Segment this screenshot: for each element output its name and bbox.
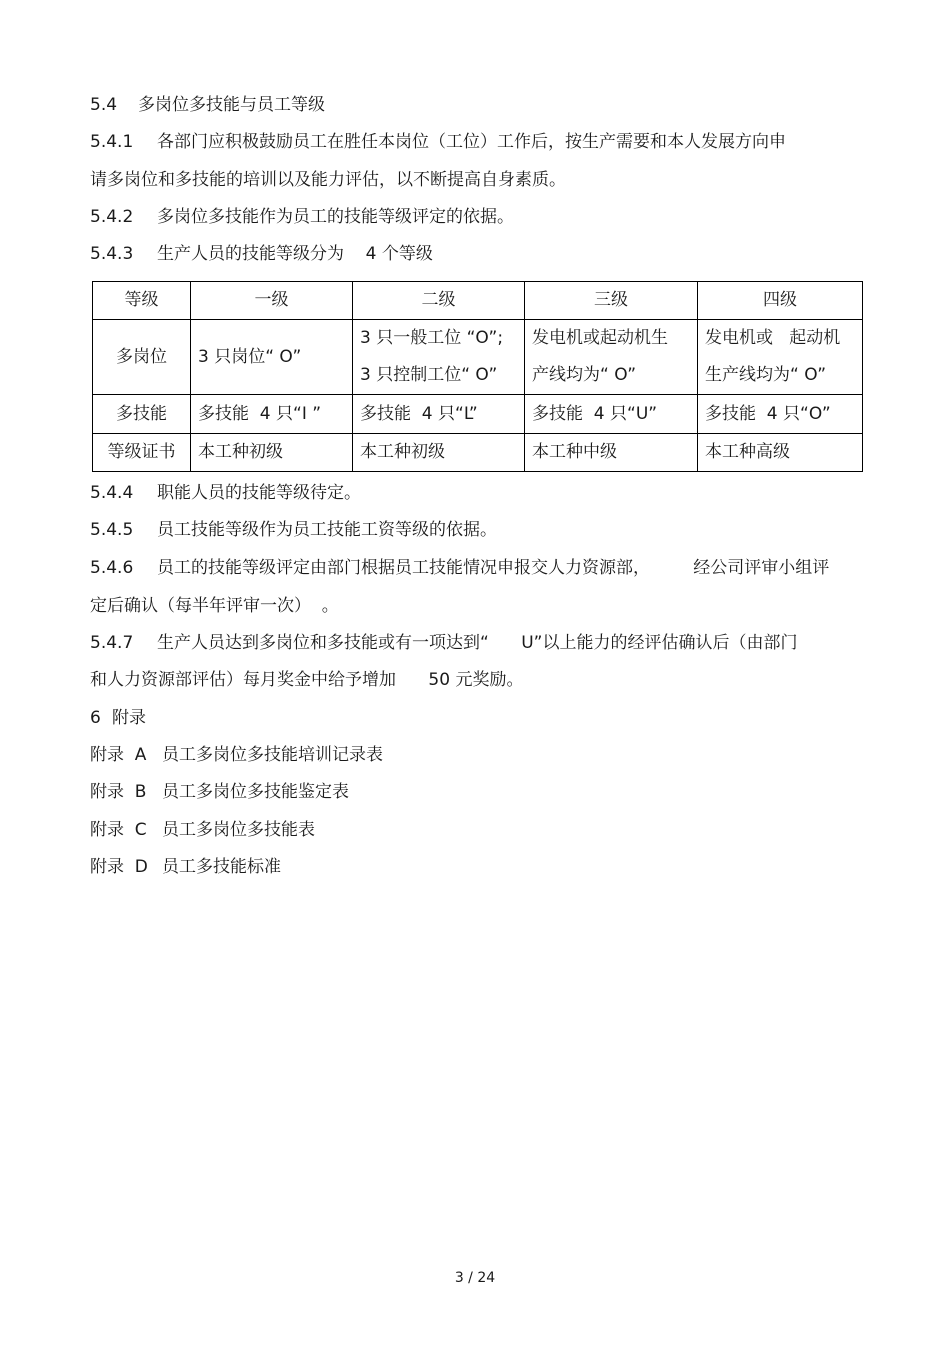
page-number: 3 / 24 — [454, 1270, 496, 1286]
row-label: 多岗位 — [93, 320, 191, 395]
row-label: 多技能 — [93, 395, 191, 434]
section-6 — [90, 706, 146, 730]
paragraph-text: 定后确认（每半年评审一次） 。 — [90, 596, 339, 616]
section-number: 5.4.3 — [90, 244, 134, 264]
cell-line: 发电机或起动机生 — [532, 328, 668, 348]
section-5-4-6-cont — [90, 594, 339, 618]
appendix-title: 员工多岗位多技能鉴定表 — [162, 782, 349, 802]
cell-line: 产线均为“ O” — [532, 365, 637, 385]
section-5-4-5 — [90, 518, 497, 542]
table-header-cell: 四级 — [698, 282, 863, 320]
table-cell: 本工种中级 — [525, 434, 698, 472]
section-5-4-2 — [90, 205, 514, 229]
appendix-item — [90, 818, 315, 842]
appendix-label: 附录 B — [90, 782, 147, 802]
section-number: 5.4.7 — [90, 633, 134, 653]
appendix-title: 员工多岗位多技能培训记录表 — [162, 745, 383, 765]
table-cell: 本工种初级 — [191, 434, 353, 472]
appendix-item — [90, 743, 383, 767]
paragraph-text: 各部门应积极鼓励员工在胜任本岗位（工位）工作后，按生产需要和本人发展方向申 — [157, 132, 786, 152]
appendix-title: 员工多岗位多技能表 — [162, 820, 315, 840]
table-cell — [525, 320, 698, 395]
appendix-label: 附录 C — [90, 820, 147, 840]
table-cell: 本工种高级 — [698, 434, 863, 472]
table-cell: 3 只岗位“ O” — [191, 320, 353, 395]
paragraph-text: 生产人员达到多岗位和多技能或有一项达到“ U”以上能力的经评估确认后（由部门 — [157, 633, 798, 653]
skill-level-table — [92, 281, 863, 472]
table-cell: 多技能 4 只“I ” — [191, 395, 353, 434]
section-title: 附录 — [112, 708, 146, 728]
table-cell — [353, 320, 525, 395]
section-number: 5.4.2 — [90, 207, 134, 227]
table-row — [93, 434, 863, 472]
table-header-cell: 二级 — [353, 282, 525, 320]
table-header-row — [93, 282, 863, 320]
table-cell: 多技能 4 只“L” — [353, 395, 525, 434]
section-number: 5.4 — [90, 95, 118, 115]
table-row — [93, 320, 863, 395]
section-5-4-3 — [90, 242, 433, 266]
table-cell: 本工种初级 — [353, 434, 525, 472]
section-5-4-4 — [90, 481, 361, 505]
paragraph-text: 多岗位多技能作为员工的技能等级评定的依据。 — [157, 207, 514, 227]
appendix-item — [90, 855, 281, 879]
appendix-label: 附录 D — [90, 857, 148, 877]
paragraph-text: 请多岗位和多技能的培训以及能力评估，以不断提高自身素质。 — [90, 170, 566, 190]
paragraph-text: 职能人员的技能等级待定。 — [157, 483, 361, 503]
section-5-4-1 — [90, 130, 786, 154]
table-header-cell: 一级 — [191, 282, 353, 320]
paragraph-text: 员工的技能等级评定由部门根据员工技能情况申报交人力资源部， 经公司评审小组评 — [157, 558, 830, 578]
section-number: 5.4.5 — [90, 520, 134, 540]
paragraph-text: 和人力资源部评估）每月奖金中给予增加 50 元奖励。 — [90, 670, 524, 690]
appendix-title: 员工多技能标准 — [162, 857, 281, 877]
section-number: 5.4.6 — [90, 558, 134, 578]
section-5-4-7 — [90, 631, 797, 655]
paragraph-text: 员工技能等级作为员工技能工资等级的依据。 — [157, 520, 497, 540]
table-header-cell: 三级 — [525, 282, 698, 320]
table-header-cell: 等级 — [93, 282, 191, 320]
section-title: 多岗位多技能与员工等级 — [138, 95, 325, 115]
cell-line: 3 只一般工位 “O”; — [360, 328, 504, 348]
appendix-label: 附录 A — [90, 745, 147, 765]
table-cell: 多技能 4 只“U” — [525, 395, 698, 434]
cell-line: 发电机或 起动机 — [705, 328, 841, 348]
section-number: 5.4.1 — [90, 132, 134, 152]
section-5-4-1-cont — [90, 168, 566, 192]
section-5-4-7-cont — [90, 668, 523, 692]
cell-line: 生产线均为“ O” — [705, 365, 827, 385]
section-number: 5.4.4 — [90, 483, 134, 503]
paragraph-text: 生产人员的技能等级分为 4 个等级 — [157, 244, 433, 264]
appendix-item — [90, 780, 349, 804]
row-label: 等级证书 — [93, 434, 191, 472]
section-5-4 — [90, 93, 325, 117]
section-5-4-6 — [90, 556, 829, 580]
table-cell — [698, 320, 863, 395]
section-number: 6 — [90, 708, 101, 728]
cell-line: 3 只控制工位“ O” — [360, 365, 498, 385]
table-row — [93, 395, 863, 434]
table-cell: 多技能 4 只“O” — [698, 395, 863, 434]
